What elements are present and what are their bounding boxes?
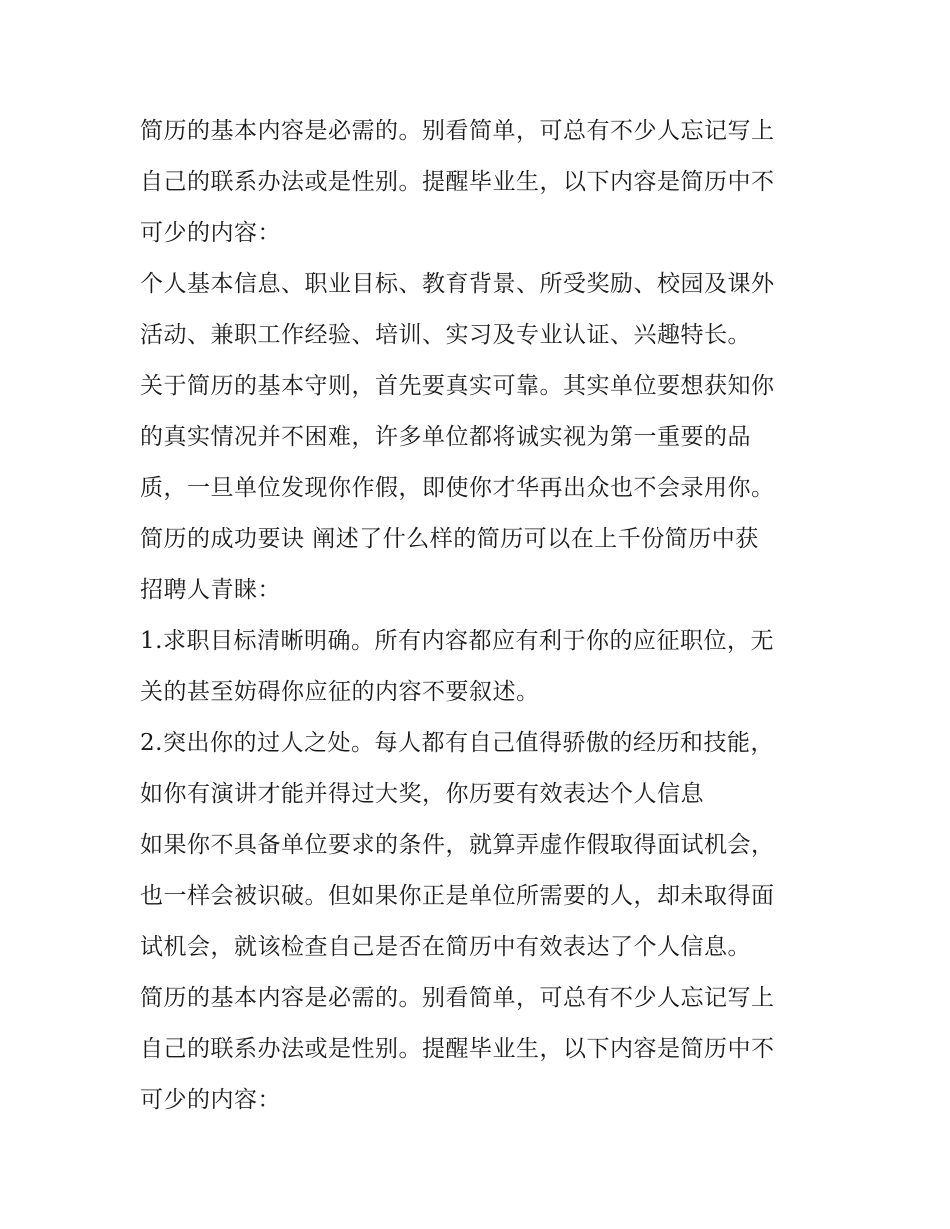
- text-line: 自己的联系办法或是性别。提醒毕业生，以下内容是简历中不: [140, 169, 775, 195]
- text-line: 1.求职目标清晰明确。所有内容都应有利于你的应征职位，无: [140, 628, 774, 654]
- text-line: 如果你不具备单位要求的条件，就算弄虚作假取得面试机会，: [140, 832, 775, 858]
- text-line: 招聘人青睐：: [140, 577, 281, 603]
- text-line: 也一样会被识破。但如果你正是单位所需要的人，却未取得面: [140, 883, 775, 909]
- text-line: 简历的基本内容是必需的。别看简单，可总有不少人忘记写上: [140, 985, 775, 1011]
- text-line: 简历的基本内容是必需的。别看简单，可总有不少人忘记写上: [140, 118, 775, 144]
- text-line: 个人基本信息、职业目标、教育背景、所受奖励、校园及课外: [140, 271, 775, 297]
- document-body: [140, 106, 820, 1126]
- text-line: 活动、兼职工作经验、培训、实习及专业认证、兴趣特长。: [140, 322, 751, 348]
- text-line: 关于简历的基本守则，首先要真实可靠。其实单位要想获知你: [140, 373, 775, 399]
- text-line: 试机会，就该检查自己是否在简历中有效表达了个人信息。: [140, 934, 751, 960]
- text-line: 关的甚至妨碍你应征的内容不要叙述。: [140, 679, 540, 705]
- text-line: 可少的内容：: [140, 1087, 281, 1113]
- text-line: 可少的内容：: [140, 220, 281, 246]
- text-line: 的真实情况并不困难，许多单位都将诚实视为第一重要的品: [140, 424, 751, 450]
- text-line: 如你有演讲才能并得过大奖，你历要有效表达个人信息: [140, 781, 704, 807]
- text-line: 质，一旦单位发现你作假，即使你才华再出众也不会录用你。: [140, 475, 775, 501]
- text-line: 简历的成功要诀 阐述了什么样的简历可以在上千份简历中获: [140, 526, 759, 552]
- text-line: 自己的联系办法或是性别。提醒毕业生，以下内容是简历中不: [140, 1036, 775, 1062]
- text-line: 2.突出你的过人之处。每人都有自己值得骄傲的经历和技能，: [140, 730, 774, 756]
